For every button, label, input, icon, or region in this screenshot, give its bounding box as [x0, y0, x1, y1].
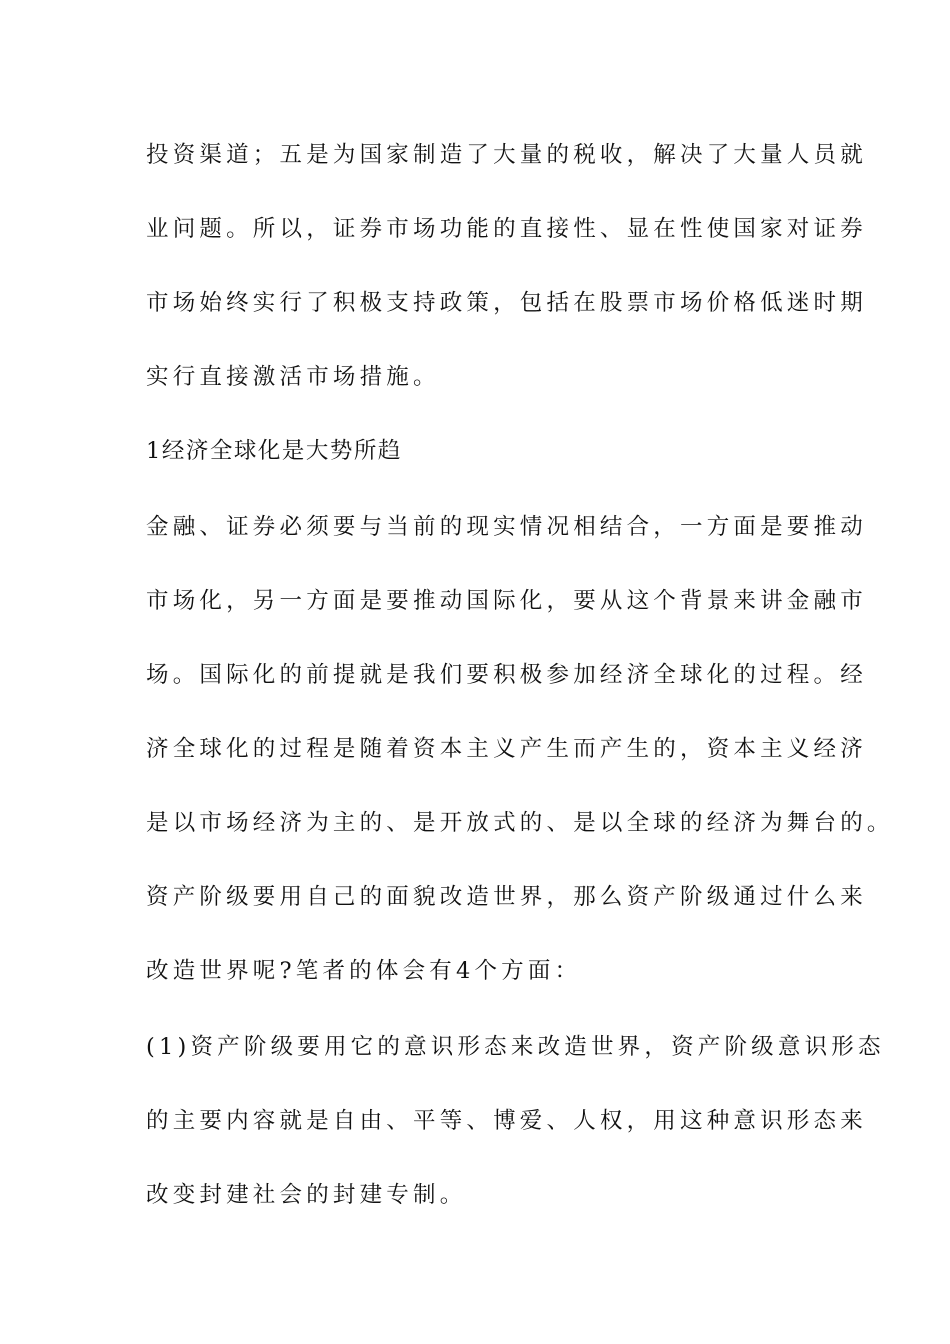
body-text-line: 改造世界呢?笔者的体会有4个方面： [146, 958, 582, 984]
body-text-line: 资产阶级要用自己的面貌改造世界，那么资产阶级通过什么来 [146, 884, 867, 910]
body-text-line: 场。国际化的前提就是我们要积极参加经济全球化的过程。经 [146, 662, 867, 688]
section-heading: 1经济全球化是大势所趋 [146, 438, 402, 464]
body-text-line: 业问题。所以，证券市场功能的直接性、显在性使国家对证券 [146, 216, 867, 242]
body-text-line: 市场始终实行了积极支持政策，包括在股票市场价格低迷时期 [146, 290, 867, 316]
body-text-line: 的主要内容就是自由、平等、博爱、人权，用这种意识形态来 [146, 1108, 867, 1134]
body-text-line: 投资渠道；五是为国家制造了大量的税收，解决了大量人员就 [146, 142, 867, 168]
body-text-line: 是以市场经济为主的、是开放式的、是以全球的经济为舞台的。 [146, 810, 894, 836]
body-text-line: 改变封建社会的封建专制。 [146, 1182, 467, 1208]
body-text-line: 金融、证券必须要与当前的现实情况相结合，一方面是要推动 [146, 514, 867, 540]
body-text-line: 济全球化的过程是随着资本主义产生而产生的，资本主义经济 [146, 736, 867, 762]
body-text-line: 实行直接激活市场措施。 [146, 364, 440, 390]
body-text-line: (1)资产阶级要用它的意识形态来改造世界，资产阶级意识形态 [146, 1034, 885, 1060]
body-text-line: 市场化，另一方面是要推动国际化，要从这个背景来讲金融市 [146, 588, 867, 614]
